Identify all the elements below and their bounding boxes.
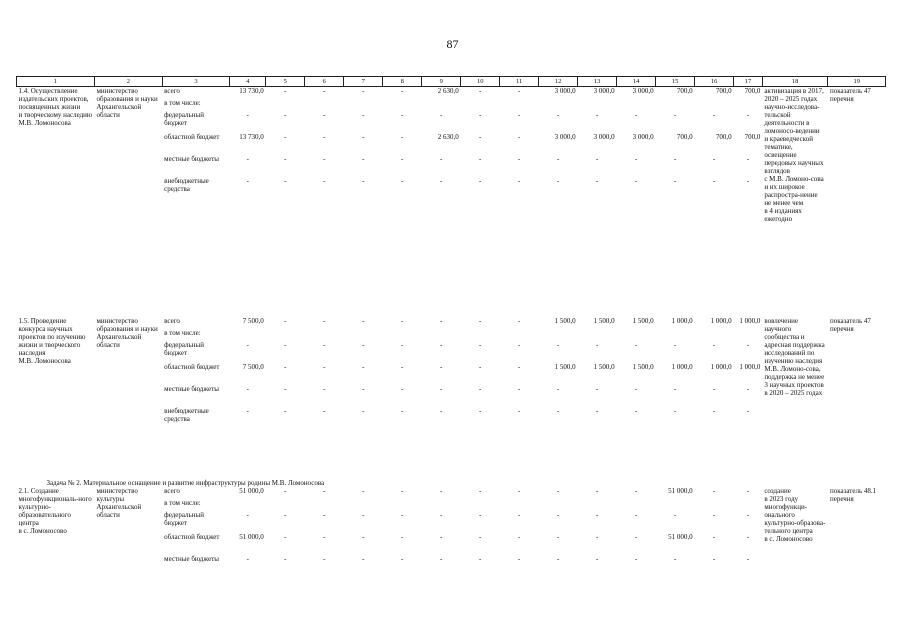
amount-cell: -	[246, 554, 249, 563]
amount-cell: -	[401, 486, 404, 495]
funding-source: местные бюджеты	[164, 554, 219, 563]
funding-source: федеральный бюджет	[164, 110, 204, 127]
amount-cell: 1 500,0	[593, 362, 615, 371]
amount-cell: -	[518, 486, 521, 495]
amount-cell: -	[518, 316, 521, 325]
amount-cell	[344, 99, 383, 111]
amount-cell: -	[284, 316, 287, 325]
amount-cell: -	[556, 176, 560, 185]
amount-cell: 13 730,0	[239, 87, 264, 95]
amount-cell: -	[634, 340, 638, 349]
funding-source: местные бюджеты	[164, 154, 219, 163]
amount-cell: -	[401, 154, 404, 163]
amount-cell	[539, 329, 578, 341]
amount-cell: -	[673, 510, 677, 519]
column-header-18: 18	[762, 77, 828, 87]
column-header-1: 1	[17, 77, 95, 87]
funding-source: федеральный бюджет	[164, 340, 204, 357]
amount-cell: -	[362, 316, 365, 325]
amount-cell	[500, 499, 539, 511]
amount-cell: -	[323, 154, 326, 163]
amount-cell	[539, 499, 578, 511]
amount-cell	[734, 499, 763, 511]
amount-cell: -	[746, 340, 750, 349]
amount-cell: -	[556, 406, 560, 415]
amount-cell: -	[440, 486, 443, 495]
amount-cell: -	[284, 362, 287, 371]
amount-cell: -	[518, 510, 521, 519]
amount-cell: 1 000,0	[710, 316, 732, 325]
amount-cell: 51 000,0	[668, 486, 693, 495]
amount-cell	[656, 499, 695, 511]
amount-cell: -	[401, 87, 404, 95]
amount-cell: -	[556, 532, 560, 541]
amount-cell: -	[673, 554, 677, 563]
amount-cell: 1 000,0	[671, 316, 693, 325]
amount-cell	[500, 99, 539, 111]
funding-source: всего	[164, 87, 180, 95]
amount-cell: 3 000,0	[632, 87, 654, 95]
amount-cell: -	[440, 340, 443, 349]
amount-cell: -	[556, 384, 560, 393]
budget-row	[17, 487, 886, 499]
amount-cell: -	[246, 110, 249, 119]
amount-cell: -	[362, 532, 365, 541]
amount-cell	[230, 499, 266, 511]
amount-cell: 700,0	[715, 87, 732, 95]
column-header-2: 2	[94, 77, 162, 87]
indicator: показатель 47 перечня	[829, 87, 871, 103]
amount-cell: -	[712, 176, 716, 185]
amount-cell: -	[362, 510, 365, 519]
amount-cell: 1 500,0	[593, 316, 615, 325]
amount-cell: -	[479, 110, 482, 119]
amount-cell	[422, 499, 461, 511]
amount-cell: -	[634, 384, 638, 393]
amount-cell: -	[518, 154, 521, 163]
amount-cell: -	[440, 176, 443, 185]
amount-cell: 51 000,0	[239, 486, 264, 495]
amount-cell: -	[284, 87, 287, 95]
amount-cell: -	[323, 110, 326, 119]
amount-cell: -	[323, 406, 326, 415]
executor: министерство образования и науки Архангельской области	[96, 87, 158, 119]
amount-cell: -	[673, 110, 677, 119]
amount-cell	[617, 499, 656, 511]
amount-cell	[617, 99, 656, 111]
amount-cell: -	[246, 406, 249, 415]
amount-cell: -	[362, 406, 365, 415]
column-header-15: 15	[656, 77, 695, 87]
funding-source: областной бюджет	[164, 532, 220, 541]
amount-cell: -	[246, 384, 249, 393]
amount-cell	[383, 329, 422, 341]
amount-cell: 1 500,0	[632, 316, 654, 325]
amount-cell	[578, 329, 617, 341]
executor: министерство образования и науки Архангельской области	[96, 316, 158, 349]
amount-cell: 700,0	[676, 87, 693, 95]
amount-cell: -	[673, 406, 677, 415]
column-header-7: 7	[344, 77, 383, 87]
amount-cell: -	[362, 87, 365, 95]
amount-cell: 51 000,0	[668, 532, 693, 541]
amount-cell: -	[746, 110, 750, 119]
amount-cell: -	[362, 486, 365, 495]
amount-cell: 3 000,0	[593, 132, 615, 141]
amount-cell: -	[323, 384, 326, 393]
column-header-9: 9	[422, 77, 461, 87]
amount-cell: -	[323, 316, 326, 325]
spacer-cell	[162, 199, 762, 317]
amount-cell: 2 630,0	[437, 87, 459, 95]
amount-cell: -	[362, 154, 365, 163]
amount-cell	[500, 329, 539, 341]
amount-cell: -	[362, 110, 365, 119]
amount-cell: -	[440, 510, 443, 519]
amount-cell: -	[595, 384, 599, 393]
column-header-19: 19	[828, 77, 886, 87]
amount-cell: -	[479, 510, 482, 519]
column-header-13: 13	[578, 77, 617, 87]
amount-cell: -	[712, 510, 716, 519]
amount-cell: -	[556, 154, 560, 163]
amount-cell: -	[518, 406, 521, 415]
amount-cell: 1 000,0	[739, 362, 761, 371]
amount-cell: 3 000,0	[593, 87, 615, 95]
amount-cell	[461, 329, 500, 341]
amount-cell: -	[518, 532, 521, 541]
amount-cell	[695, 99, 734, 111]
amount-cell: -	[479, 87, 482, 95]
amount-cell: -	[595, 406, 599, 415]
amount-cell: -	[518, 132, 521, 141]
amount-cell: -	[284, 176, 287, 185]
amount-cell: -	[595, 554, 599, 563]
amount-cell: -	[556, 486, 560, 495]
amount-cell: -	[284, 532, 287, 541]
funding-source: местные бюджеты	[164, 384, 219, 393]
amount-cell: -	[712, 154, 716, 163]
amount-cell	[656, 99, 695, 111]
amount-cell: -	[746, 176, 750, 185]
amount-cell: -	[595, 510, 599, 519]
amount-cell: -	[246, 154, 249, 163]
amount-cell: -	[518, 110, 521, 119]
amount-cell: -	[479, 154, 482, 163]
amount-cell	[578, 499, 617, 511]
amount-cell: -	[440, 362, 443, 371]
amount-cell: 3 000,0	[554, 87, 576, 95]
amount-cell: -	[746, 532, 750, 541]
amount-cell: -	[746, 154, 750, 163]
amount-cell: 7 500,0	[242, 316, 264, 325]
amount-cell: 13 730,0	[239, 132, 264, 141]
funding-source: всего	[164, 316, 180, 325]
amount-cell: -	[634, 176, 638, 185]
indicator: показатель 47 перечня	[829, 316, 871, 333]
amount-cell: -	[362, 340, 365, 349]
budget-row	[17, 317, 886, 329]
amount-cell: -	[284, 154, 287, 163]
amount-cell: -	[323, 510, 326, 519]
amount-cell: -	[323, 554, 326, 563]
amount-cell: -	[440, 554, 443, 563]
amount-cell: -	[362, 176, 365, 185]
amount-cell: -	[479, 340, 482, 349]
amount-cell: -	[712, 384, 716, 393]
amount-cell	[734, 99, 763, 111]
amount-cell: -	[246, 510, 249, 519]
amount-cell: 3 000,0	[554, 132, 576, 141]
amount-cell: -	[556, 554, 560, 563]
amount-cell	[734, 329, 763, 341]
amount-cell: -	[595, 154, 599, 163]
amount-cell: -	[634, 554, 638, 563]
amount-cell: -	[401, 340, 404, 349]
amount-cell: -	[362, 554, 365, 563]
funding-source: всего	[164, 486, 180, 495]
amount-cell: -	[634, 486, 638, 495]
amount-cell: -	[479, 532, 482, 541]
amount-cell: -	[323, 340, 326, 349]
amount-cell	[344, 499, 383, 511]
amount-cell: -	[712, 486, 716, 495]
amount-cell	[422, 329, 461, 341]
amount-cell	[617, 329, 656, 341]
funding-source: в том числе:	[164, 98, 201, 107]
amount-cell: -	[479, 132, 482, 141]
amount-cell: -	[323, 486, 326, 495]
amount-cell: -	[440, 110, 443, 119]
amount-cell	[695, 329, 734, 341]
amount-cell: -	[595, 532, 599, 541]
amount-cell: -	[362, 132, 365, 141]
measure-title: 2.1. Создание многофункциональ-ного культурно-образовательного центра в с. Ломоносово	[18, 486, 92, 535]
amount-cell: -	[323, 362, 326, 371]
amount-cell	[305, 329, 344, 341]
amount-cell	[266, 499, 305, 511]
amount-cell: -	[479, 362, 482, 371]
column-header-11: 11	[500, 77, 539, 87]
program-table	[16, 76, 886, 581]
amount-cell: -	[440, 532, 443, 541]
amount-cell	[539, 99, 578, 111]
amount-cell: -	[479, 316, 482, 325]
amount-cell: -	[479, 554, 482, 563]
column-header-6: 6	[305, 77, 344, 87]
measure-title: 1.5. Проведение конкурса научных проектов по изучению жизни и творческого наследия М.В. Ломоносова	[18, 316, 86, 365]
column-header-17: 17	[734, 77, 763, 87]
expected-result: вовлечение научного сообщества и адресная поддержка исследований по изучению наследия М.В. Ломоно-сова, поддержка не менее 3 научных проектов в 2020 – 2025 годах	[764, 316, 825, 397]
amount-cell: -	[712, 406, 716, 415]
expected-result: активизация в 2017, 2020 – 2025 годах научно-исследова-тельской деятельности в ломоносо-ведении и краеведческой тематике, освещение передовых научных взглядов с М.В. Ломоно-сова и их широкое распростра-нение не менее чем в 4 изданиях ежегодно	[764, 87, 824, 223]
column-header-12: 12	[539, 77, 578, 87]
amount-cell: -	[746, 384, 750, 393]
indicator: показатель 48.1 перечня	[829, 486, 877, 503]
amount-cell: -	[401, 406, 404, 415]
amount-cell: -	[284, 384, 287, 393]
amount-cell: 3 000,0	[632, 132, 654, 141]
amount-cell: -	[440, 406, 443, 415]
funding-source: федеральный бюджет	[164, 510, 204, 527]
amount-cell	[230, 329, 266, 341]
amount-cell: -	[712, 110, 716, 119]
amount-cell: -	[595, 340, 599, 349]
task-row	[17, 479, 886, 487]
spacer-cell	[162, 429, 762, 479]
expected-result: создание в 2023 году многофункци-онального культурно-образова-тельного центра в с. Ломоносово	[764, 486, 826, 543]
amount-cell: -	[401, 384, 404, 393]
amount-cell	[461, 99, 500, 111]
amount-cell: -	[401, 110, 404, 119]
column-header-8: 8	[383, 77, 422, 87]
amount-cell: 1 500,0	[632, 362, 654, 371]
task-heading: Задача № 2. Материальное оснащение и развитие инфраструктуры родины М.В. Ломоносова	[46, 478, 325, 487]
amount-cell	[656, 329, 695, 341]
spacer-cell	[162, 577, 762, 581]
amount-cell: 700,0	[744, 87, 761, 95]
amount-cell: -	[440, 316, 443, 325]
amount-cell: -	[401, 316, 404, 325]
funding-source: в том числе:	[164, 328, 201, 337]
amount-cell: -	[634, 110, 638, 119]
amount-cell: -	[673, 176, 677, 185]
amount-cell: -	[246, 176, 249, 185]
amount-cell: -	[401, 532, 404, 541]
amount-cell: 700,0	[715, 132, 732, 141]
amount-cell: -	[284, 110, 287, 119]
amount-cell: -	[401, 554, 404, 563]
column-header-5: 5	[266, 77, 305, 87]
amount-cell: -	[323, 132, 326, 141]
funding-source: областной бюджет	[164, 132, 220, 141]
funding-source: внебюджетные средства	[164, 176, 209, 193]
amount-cell: -	[246, 340, 249, 349]
amount-cell: 700,0	[744, 132, 761, 141]
amount-cell: -	[556, 340, 560, 349]
amount-cell: -	[746, 406, 750, 415]
amount-cell: -	[284, 510, 287, 519]
amount-cell: -	[323, 532, 326, 541]
amount-cell: 1 000,0	[710, 362, 732, 371]
amount-cell	[383, 499, 422, 511]
amount-cell: -	[284, 554, 287, 563]
amount-cell	[344, 329, 383, 341]
amount-cell: -	[518, 87, 521, 95]
amount-cell	[266, 329, 305, 341]
amount-cell: -	[518, 362, 521, 371]
amount-cell: -	[362, 384, 365, 393]
amount-cell: -	[479, 384, 482, 393]
amount-cell: -	[284, 340, 287, 349]
amount-cell	[383, 99, 422, 111]
amount-cell: -	[712, 554, 716, 563]
amount-cell: -	[479, 486, 482, 495]
column-header-10: 10	[461, 77, 500, 87]
amount-cell	[266, 99, 305, 111]
amount-cell: -	[556, 510, 560, 519]
column-header-14: 14	[617, 77, 656, 87]
page-number: 87	[446, 37, 459, 51]
amount-cell: -	[712, 532, 716, 541]
amount-cell: 1 500,0	[554, 362, 576, 371]
amount-cell: -	[401, 362, 404, 371]
amount-cell: -	[634, 154, 638, 163]
amount-cell: -	[440, 154, 443, 163]
amount-cell: 1 000,0	[739, 316, 761, 325]
amount-cell	[695, 499, 734, 511]
amount-cell: -	[323, 87, 326, 95]
amount-cell: -	[401, 510, 404, 519]
amount-cell: 2 630,0	[437, 132, 459, 141]
amount-cell: 700,0	[676, 132, 693, 141]
amount-cell	[305, 99, 344, 111]
column-header-4: 4	[230, 77, 266, 87]
amount-cell: -	[634, 510, 638, 519]
amount-cell: -	[284, 486, 287, 495]
amount-cell: -	[284, 406, 287, 415]
measure-title: 1.4. Осуществление издательских проектов, посвященных жизни и творческому наследию М.В. Ломоносова	[18, 87, 93, 127]
amount-cell	[305, 499, 344, 511]
amount-cell: -	[634, 532, 638, 541]
amount-cell: -	[518, 384, 521, 393]
amount-cell: -	[479, 406, 482, 415]
amount-cell: -	[518, 554, 521, 563]
amount-cell	[578, 99, 617, 111]
amount-cell	[230, 99, 266, 111]
amount-cell: -	[746, 510, 750, 519]
amount-cell: -	[712, 340, 716, 349]
executor: министерство культуры Архангельской области	[96, 486, 142, 519]
funding-source: областной бюджет	[164, 362, 220, 371]
amount-cell: 1 500,0	[554, 316, 576, 325]
funding-source: внебюджетные средства	[164, 406, 209, 423]
amount-cell	[461, 499, 500, 511]
amount-cell	[422, 99, 461, 111]
amount-cell: -	[401, 176, 404, 185]
amount-cell: -	[284, 132, 287, 141]
amount-cell: -	[479, 176, 482, 185]
amount-cell: -	[634, 406, 638, 415]
amount-cell: 51 000,0	[239, 532, 264, 541]
amount-cell: -	[595, 176, 599, 185]
amount-cell: -	[673, 384, 677, 393]
budget-row	[17, 87, 886, 99]
amount-cell: -	[746, 554, 750, 563]
amount-cell: -	[673, 340, 677, 349]
amount-cell: -	[556, 110, 560, 119]
amount-cell: -	[746, 486, 750, 495]
amount-cell: 7 500,0	[242, 362, 264, 371]
column-number-header	[17, 77, 886, 87]
amount-cell: -	[440, 384, 443, 393]
column-header-3: 3	[162, 77, 230, 87]
amount-cell: -	[362, 362, 365, 371]
amount-cell: -	[518, 176, 521, 185]
amount-cell: -	[323, 176, 326, 185]
amount-cell: -	[595, 486, 599, 495]
amount-cell: 1 000,0	[671, 362, 693, 371]
amount-cell: -	[401, 132, 404, 141]
column-header-16: 16	[695, 77, 734, 87]
amount-cell: -	[595, 110, 599, 119]
amount-cell: -	[673, 154, 677, 163]
funding-source: в том числе:	[164, 498, 201, 507]
amount-cell: -	[518, 340, 521, 349]
